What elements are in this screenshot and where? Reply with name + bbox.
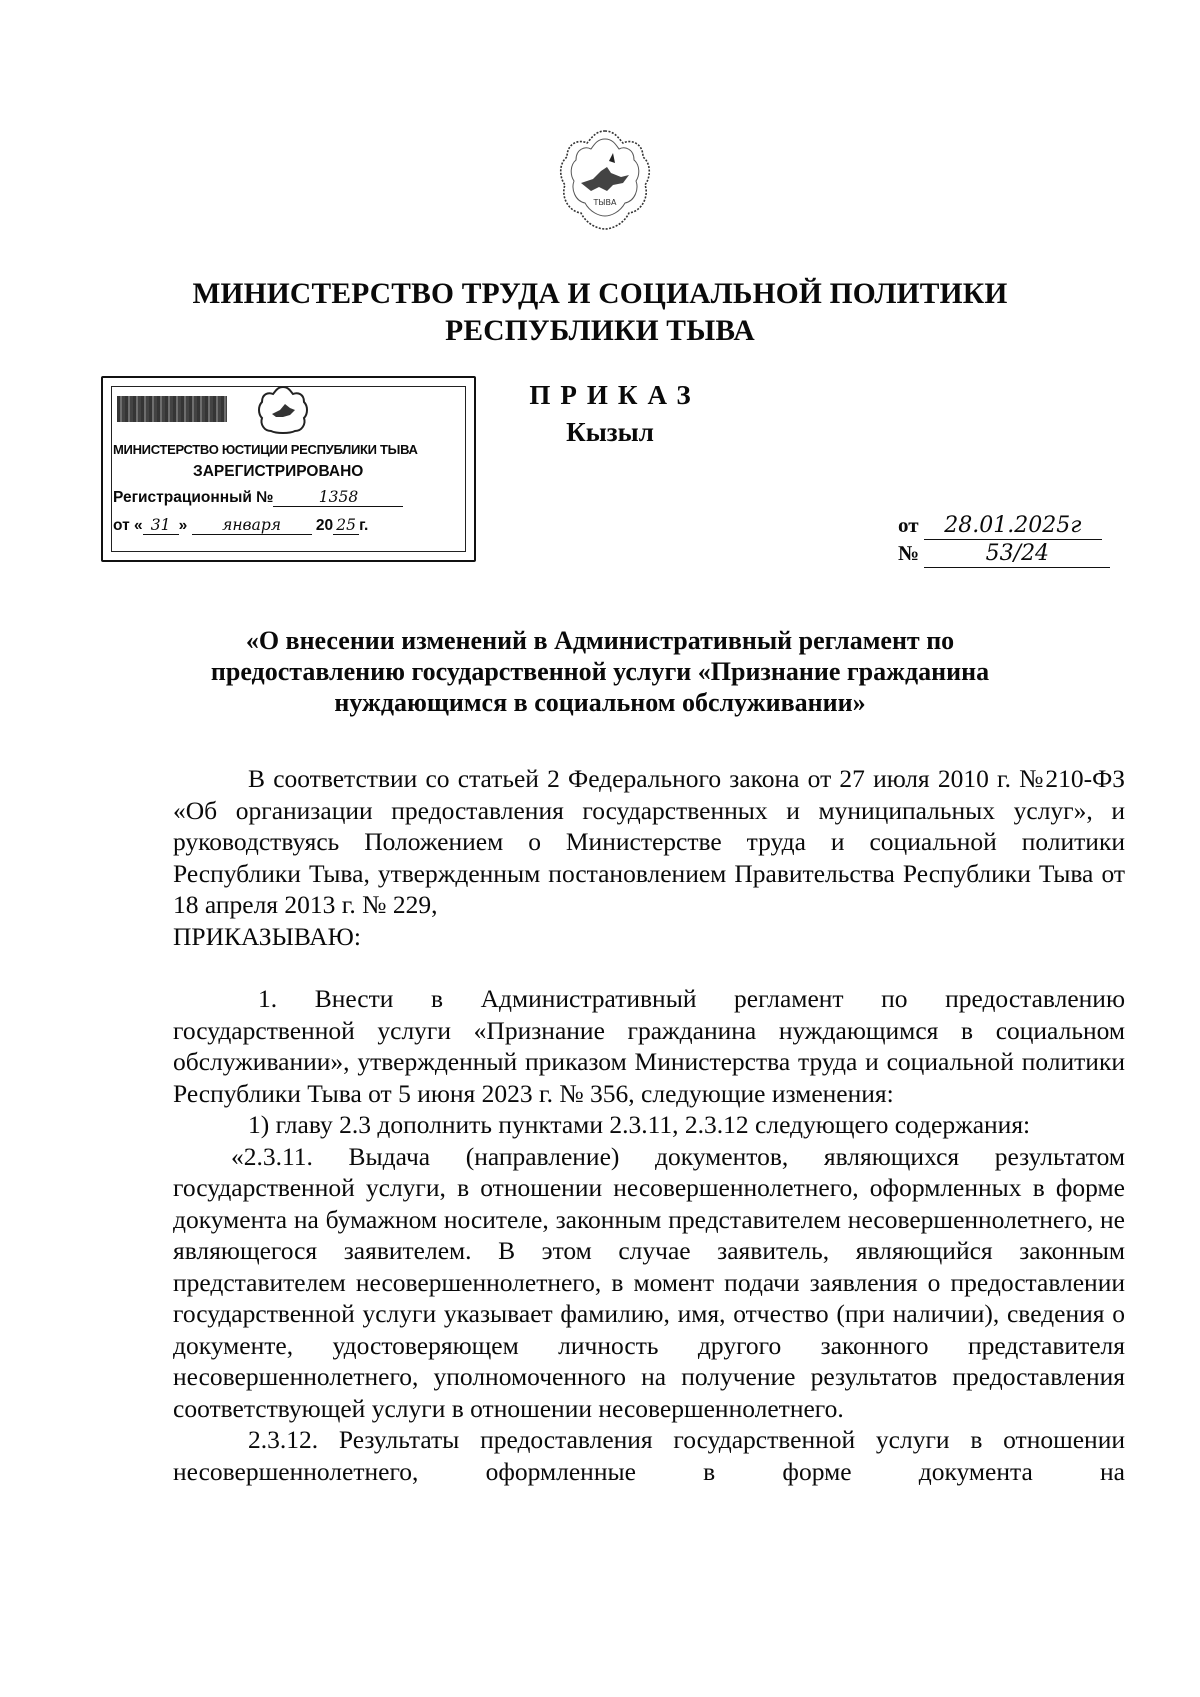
stamp-year-suffix: 25	[333, 516, 359, 535]
title-line-1: «О внесении изменений в Административный регламент по	[245, 626, 955, 655]
ministry-heading	[0, 276, 1200, 350]
emblem-caption: ТЫВА	[593, 198, 617, 207]
stamp-reg-label: Регистрационный №	[113, 489, 274, 506]
order-date-row	[898, 512, 1110, 540]
document-type-block	[500, 377, 720, 451]
document-body	[173, 763, 1125, 1487]
stamp-status: ЗАРЕГИСТРИРОВАНО	[193, 463, 364, 480]
order-number-value: 53/24	[924, 541, 1110, 568]
stamp-month: января	[192, 516, 312, 535]
ministry-line-2: РЕСПУБЛИКИ ТЫВА	[445, 315, 755, 347]
order-number-row	[898, 540, 1110, 568]
clause-2-3-11-paragraph: «2.3.11. Выдача (направление) документов, являющихся результатом государственной услуги, в отношении несовершеннолетнего, оформленных в форме документа на бумажном носителе, законным представителем несовершеннолетнего, не являющегося заявителем. В этом случае заявитель, являющийся законным представителем несовершеннолетнего, в момент подачи заявления о предоставлении государственной услуги указывает фамилию, имя, отчество (при наличии), сведения о документе, удостоверяющем личность другого законного представителя несовершеннолетнего, уполномоченного на получение результатов предоставления соответствующей услуги в отношении несовершеннолетнего.	[173, 1141, 1125, 1423]
clause-2-3-12-paragraph: 2.3.12. Результаты предоставления государственной услуги в отношении несовершеннолетнего, оформленные в форме документа на	[173, 1425, 1125, 1486]
stamp-ink-smear	[117, 396, 227, 422]
subitem-1-paragraph: 1) главу 2.3 дополнить пунктами 2.3.11, 2.3.12 следующего содержания:	[248, 1110, 1031, 1139]
order-meta	[898, 512, 1110, 568]
stamp-year-end: г.	[359, 517, 369, 534]
stamp-date-mid: »	[178, 517, 188, 534]
city: Кызыл	[566, 417, 654, 447]
preamble-paragraph: В соответствии со статьей 2 Федерального закона от 27 июля 2010 г. №210-ФЗ «Об организации предоставления государственных и муниципальных услуг», и руководствуясь Положением о Министерстве труда и социальной политики Республики Тыва, утвержденным постановлением Правительства Республики Тыва от 18 апреля 2013 г. № 229,	[173, 764, 1125, 919]
stamp-date-prefix: от «	[113, 517, 143, 534]
title-line-3: нуждающимся в социальном обслуживании»	[334, 688, 866, 717]
stamp-year-prefix: 20	[315, 517, 334, 534]
document-type: ПРИКАЗ	[529, 380, 701, 410]
stamp-ministry: МИНИСТЕРСТВО ЮСТИЦИИ РЕСПУБЛИКИ ТЫВА	[113, 442, 418, 457]
stamp-emblem-icon	[258, 384, 308, 434]
item-1-paragraph: 1. Внести в Административный регламент по предоставлению государственной услуги «Признание гражданина нуждающимся в социальном обслуживании», утвержденный приказом Министерства труда и социальной политики Республики Тыва от 5 июня 2023 г. № 356, следующие изменения:	[173, 984, 1125, 1108]
stamp-date-line	[113, 516, 368, 535]
order-date-value: 28.01.2025г	[924, 513, 1102, 540]
stamp-reg-line	[113, 488, 403, 507]
order-word: ПРИКАЗЫВАЮ:	[173, 921, 361, 951]
stamp-reg-number: 1358	[273, 488, 403, 507]
title-line-2: предоставлению государственной услуги «Признание гражданина	[210, 657, 990, 686]
stamp-day: 31	[143, 516, 179, 535]
registration-stamp	[101, 376, 476, 562]
coat-of-arms-emblem	[557, 127, 653, 233]
document-title	[0, 625, 1200, 718]
order-number-label: №	[898, 541, 920, 565]
ministry-line-1: МИНИСТЕРСТВО ТРУДА И СОЦИАЛЬНОЙ ПОЛИТИКИ	[192, 278, 1008, 310]
order-date-label: от	[898, 513, 919, 537]
